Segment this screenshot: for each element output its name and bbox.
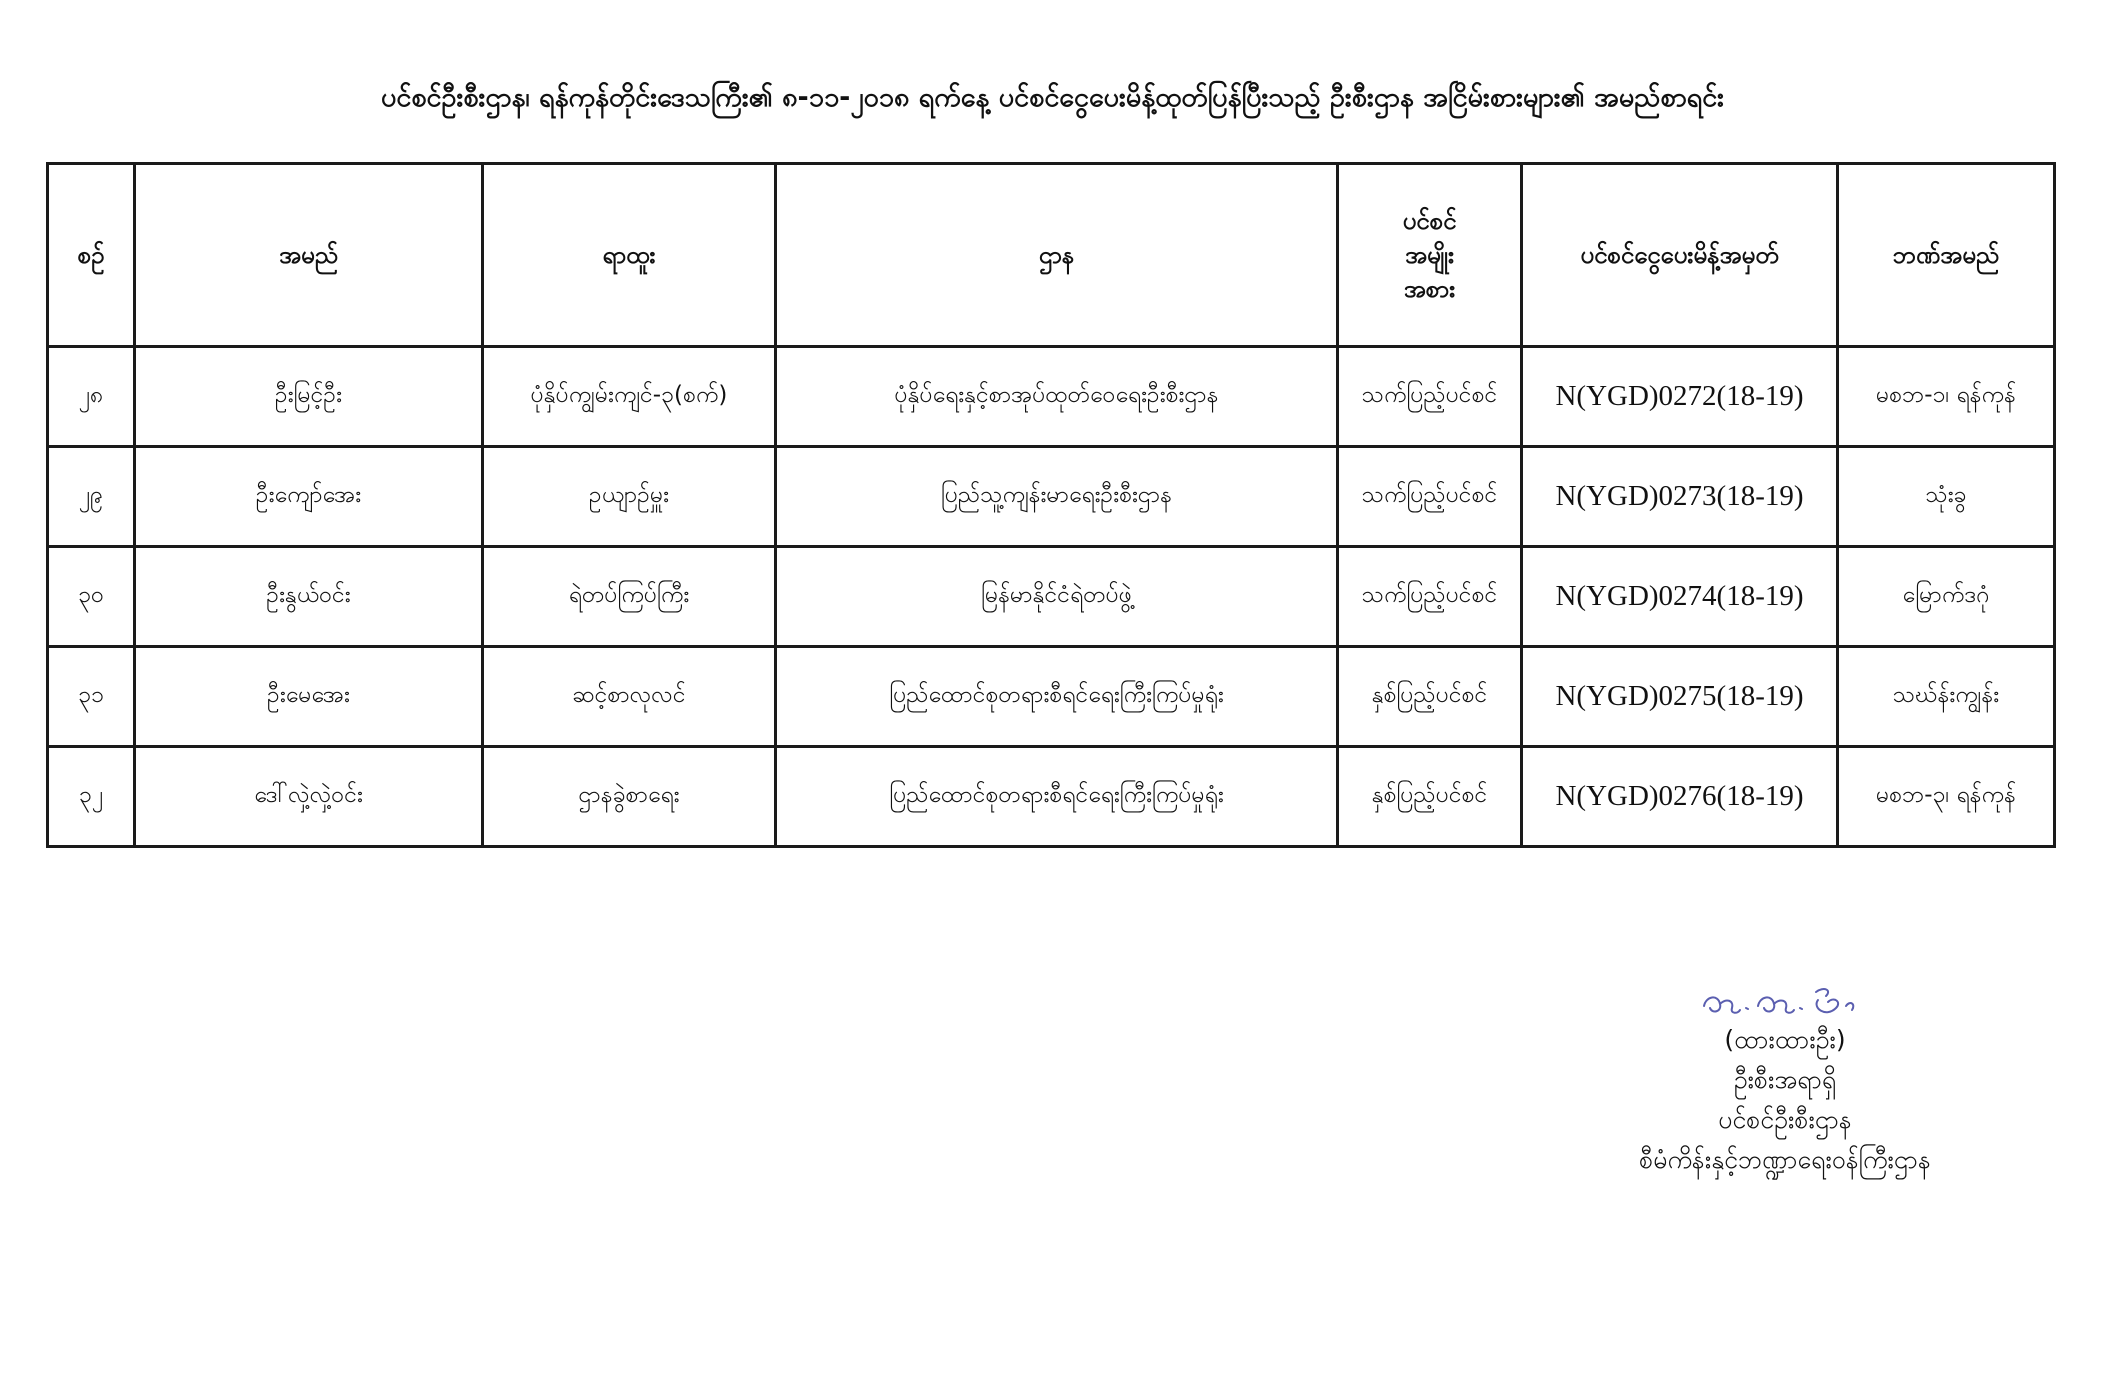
cell-pension-type: သက်ပြည့်ပင်စင်: [1338, 347, 1522, 447]
cell-rank: ဥယျာဥ်မှူး: [483, 447, 776, 547]
cell-serial: ၃၂: [48, 747, 135, 847]
cell-pension-type: သက်ပြည့်ပင်စင်: [1338, 547, 1522, 647]
header-order-number: ပင်စင်ငွေပေးမိန့်အမှတ်: [1522, 164, 1838, 347]
header-serial: စဥ်: [48, 164, 135, 347]
pensioner-table: [46, 162, 2056, 848]
cell-name: ဦးနွယ်ဝင်း: [135, 547, 483, 647]
header-name: အမည်: [135, 164, 483, 347]
table-row: [48, 747, 2055, 847]
cell-department: မြန်မာနိုင်ငံရဲတပ်ဖွဲ့: [776, 547, 1338, 647]
signatory-name: (ထားထားဦး): [1724, 1025, 1846, 1054]
cell-name: ဒေါ်လှဲ့လှဲ့ဝင်း: [135, 747, 483, 847]
cell-rank: ဌာနခွဲစာရေး: [483, 747, 776, 847]
table-row: [48, 547, 2055, 647]
cell-bank: သုံးခွ: [1838, 447, 2055, 547]
table-row: [48, 447, 2055, 547]
cell-pension-type: နှစ်ပြည့်ပင်စင်: [1338, 747, 1522, 847]
cell-name: ဦးမြင့်ဦး: [135, 347, 483, 447]
cell-rank: ဆင့်စာလုလင်: [483, 647, 776, 747]
header-pension-type-line1: ပင်စင်: [1402, 207, 1457, 235]
cell-serial: ၃၁: [48, 647, 135, 747]
cell-order-number: N(YGD)0272(18-19): [1522, 347, 1838, 447]
cell-department: ပြည်ထောင်စုတရားစီရင်ရေးကြီးကြပ်မှုရုံး: [776, 647, 1338, 747]
header-pension-type-line3: အစား: [1403, 275, 1456, 303]
header-pension-type: [1338, 164, 1522, 347]
signatory-title: ဦးစီးအရာရှိ: [1733, 1065, 1837, 1094]
header-department: ဌာန: [776, 164, 1338, 347]
cell-department: ပြည်ထောင်စုတရားစီရင်ရေးကြီးကြပ်မှုရုံး: [776, 747, 1338, 847]
cell-bank: သဃ်န်းကျွန်း: [1838, 647, 2055, 747]
cell-order-number: N(YGD)0273(18-19): [1522, 447, 1838, 547]
cell-department: ပြည်သူ့ကျန်းမာရေးဦးစီးဌာန: [776, 447, 1338, 547]
cell-name: ဦးကျော်အေး: [135, 447, 483, 547]
cell-rank: ရဲတပ်ကြပ်ကြီး: [483, 547, 776, 647]
cell-name: ဦးမေအေး: [135, 647, 483, 747]
cell-bank: မစဘ-၁၊ ရန်ကုန်: [1838, 347, 2055, 447]
cell-serial: ၂၉: [48, 447, 135, 547]
cell-department: ပုံနှိပ်ရေးနှင့်စာအုပ်ထုတ်ဝေရေးဦးစီးဌာန: [776, 347, 1338, 447]
cell-order-number: N(YGD)0276(18-19): [1522, 747, 1838, 847]
cell-rank: ပုံနှိပ်ကျွမ်းကျင်-၃(စက်): [483, 347, 776, 447]
cell-order-number: N(YGD)0275(18-19): [1522, 647, 1838, 747]
signatory-department: ပင်စင်ဦးစီးဌာန: [1718, 1105, 1852, 1134]
cell-bank: မစဘ-၃၊ ရန်ကုန်: [1838, 747, 2055, 847]
cell-bank: မြောက်ဒဂုံ: [1838, 547, 2055, 647]
header-bank-name: ဘဏ်အမည်: [1838, 164, 2055, 347]
cell-serial: ၃၀: [48, 547, 135, 647]
cell-pension-type: နှစ်ပြည့်ပင်စင်: [1338, 647, 1522, 747]
signatory-ministry: စီမံကိန်းနှင့်ဘဏ္ဍာရေးဝန်ကြီးဌာန: [1639, 1145, 1931, 1174]
table-header-row: [48, 164, 2055, 347]
table-row: [48, 647, 2055, 747]
table-row: [48, 347, 2055, 447]
cell-order-number: N(YGD)0274(18-19): [1522, 547, 1838, 647]
document-title: ပင်စင်ဦးစီးဌာန၊ ရန်ကုန်တိုင်းဒေသကြီး၏ ၈-၁၁-၂၀၁၈ ရက်နေ့ ပင်စင်ငွေပေးမိန့်ထုတ်ပြန်ပြီးသည့် ဦးစီးဌာန အငြိမ်းစားများ၏ အမည်စာရင်း: [380, 82, 1725, 113]
cell-pension-type: သက်ပြည့်ပင်စင်: [1338, 447, 1522, 547]
cell-serial: ၂၈: [48, 347, 135, 447]
signature-block: [1560, 980, 2010, 1180]
header-pension-type-line2: အမျိုး: [1404, 241, 1455, 269]
header-rank: ရာထူး: [483, 164, 776, 347]
